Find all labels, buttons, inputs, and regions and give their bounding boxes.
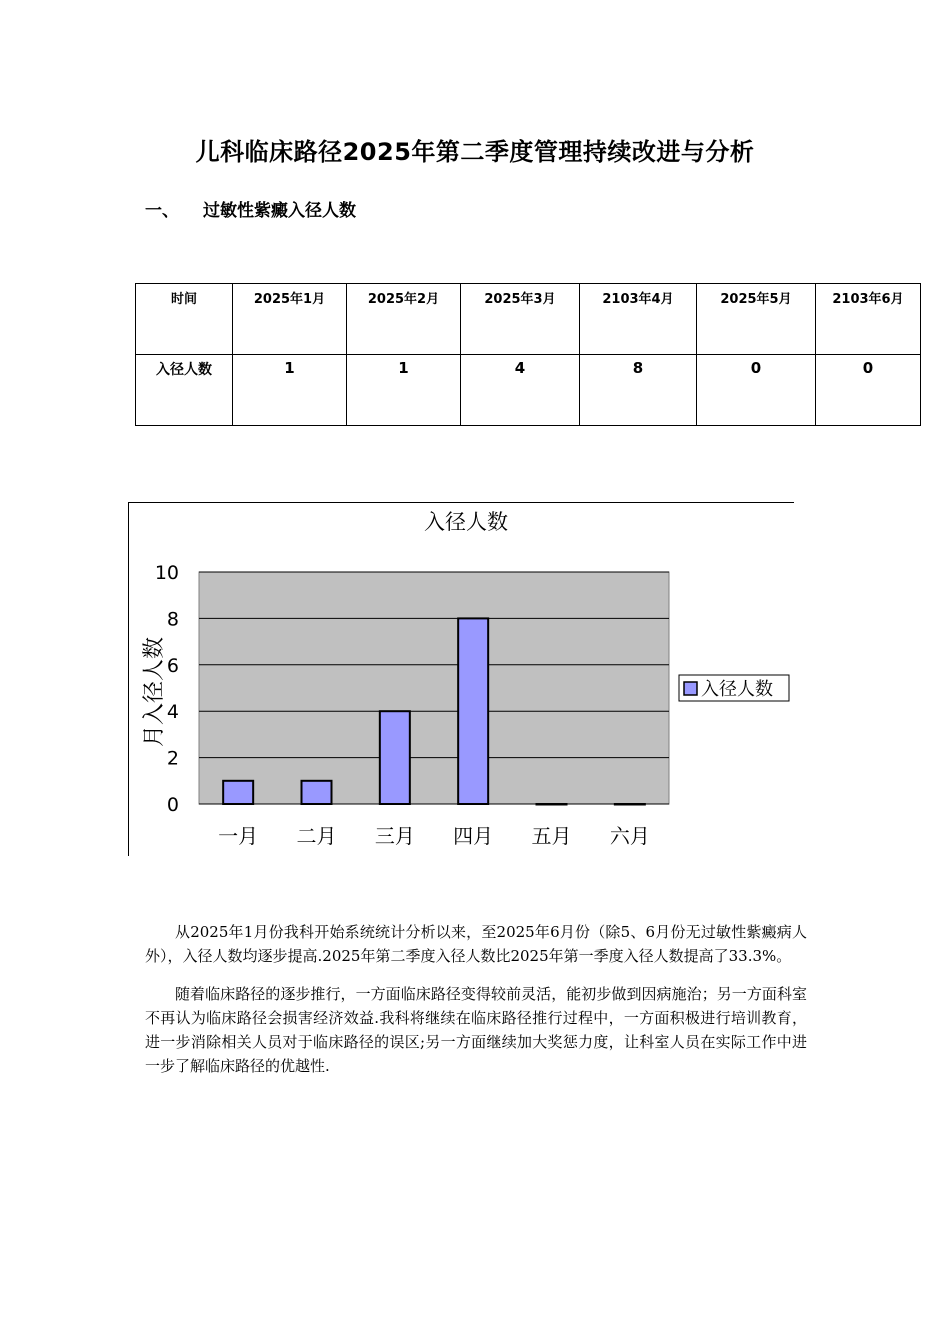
bar <box>223 781 253 804</box>
paragraph: 从2025年1月份我科开始系统统计分析以来，至2025年6月份（除5、6月份无过敏性紫癜病人外），入径人数均逐步提高.2025年第二季度入径人数比2025年第一季度入径人数提高了33.3%。 <box>145 923 807 965</box>
legend-swatch <box>684 682 697 695</box>
table-cell: 1 <box>233 355 347 426</box>
bar <box>537 804 567 805</box>
x-tick-label: 二月 <box>296 824 337 848</box>
table-header-cell: 2103年6月 <box>816 284 921 355</box>
table-header-row <box>136 284 921 355</box>
section-heading <box>145 196 356 221</box>
y-tick-label: 10 <box>154 562 179 584</box>
section-heading-text: 过敏性紫癜入径人数 <box>203 201 356 221</box>
plot-area <box>199 572 669 804</box>
table-cell: 0 <box>816 355 921 426</box>
paragraph: 随着临床路径的逐步推行，一方面临床路径变得较前灵活，能初步做到因病施治；另一方面科室不再认为临床路径会损害经济效益.我科将继续在临床路径推行过程中，一方面积极进行培训教育，进一步消除相关人员对于临床路径的误区;另一方面继续加大奖惩力度，让科室人员在实际工作中进一步了解临床路径的优越性. <box>145 985 807 1075</box>
x-tick-label: 一月 <box>218 824 259 848</box>
section-number: 一、 <box>145 201 179 221</box>
bar-chart <box>128 502 794 856</box>
table-cell: 0 <box>697 355 816 426</box>
bar <box>458 618 488 804</box>
admissions-table <box>135 283 921 426</box>
table-header-cell: 时间 <box>136 284 233 355</box>
y-tick-label: 2 <box>166 747 179 770</box>
bar <box>302 781 332 804</box>
x-tick-label: 三月 <box>374 824 415 848</box>
table-header-cell: 2025年2月 <box>347 284 461 355</box>
x-tick-label: 五月 <box>531 824 572 848</box>
chart-title: 入径人数 <box>424 510 508 534</box>
x-tick-label: 六月 <box>609 824 650 848</box>
table-cell: 4 <box>461 355 580 426</box>
table-cell: 1 <box>347 355 461 426</box>
bar <box>380 711 410 804</box>
document-title: 儿科临床路径2025年第二季度管理持续改进与分析 <box>195 138 755 166</box>
table-header-cell: 2025年5月 <box>697 284 816 355</box>
y-tick-label: 4 <box>166 701 179 724</box>
table-cell: 8 <box>580 355 697 426</box>
y-tick-label: 8 <box>166 608 179 631</box>
table-header-cell: 2103年4月 <box>580 284 697 355</box>
chart-svg <box>128 502 794 856</box>
table-row-label: 入径人数 <box>136 355 233 426</box>
bar <box>615 804 645 805</box>
y-axis-label: 月入径人数 <box>142 636 167 748</box>
table-header-cell: 2025年3月 <box>461 284 580 355</box>
table-row <box>136 355 921 426</box>
legend-label: 入径人数 <box>701 679 773 700</box>
y-tick-label: 6 <box>166 654 179 677</box>
table-header-cell: 2025年1月 <box>233 284 347 355</box>
x-tick-label: 四月 <box>453 824 494 848</box>
y-tick-label: 0 <box>166 794 179 816</box>
analysis-text <box>145 920 807 1092</box>
